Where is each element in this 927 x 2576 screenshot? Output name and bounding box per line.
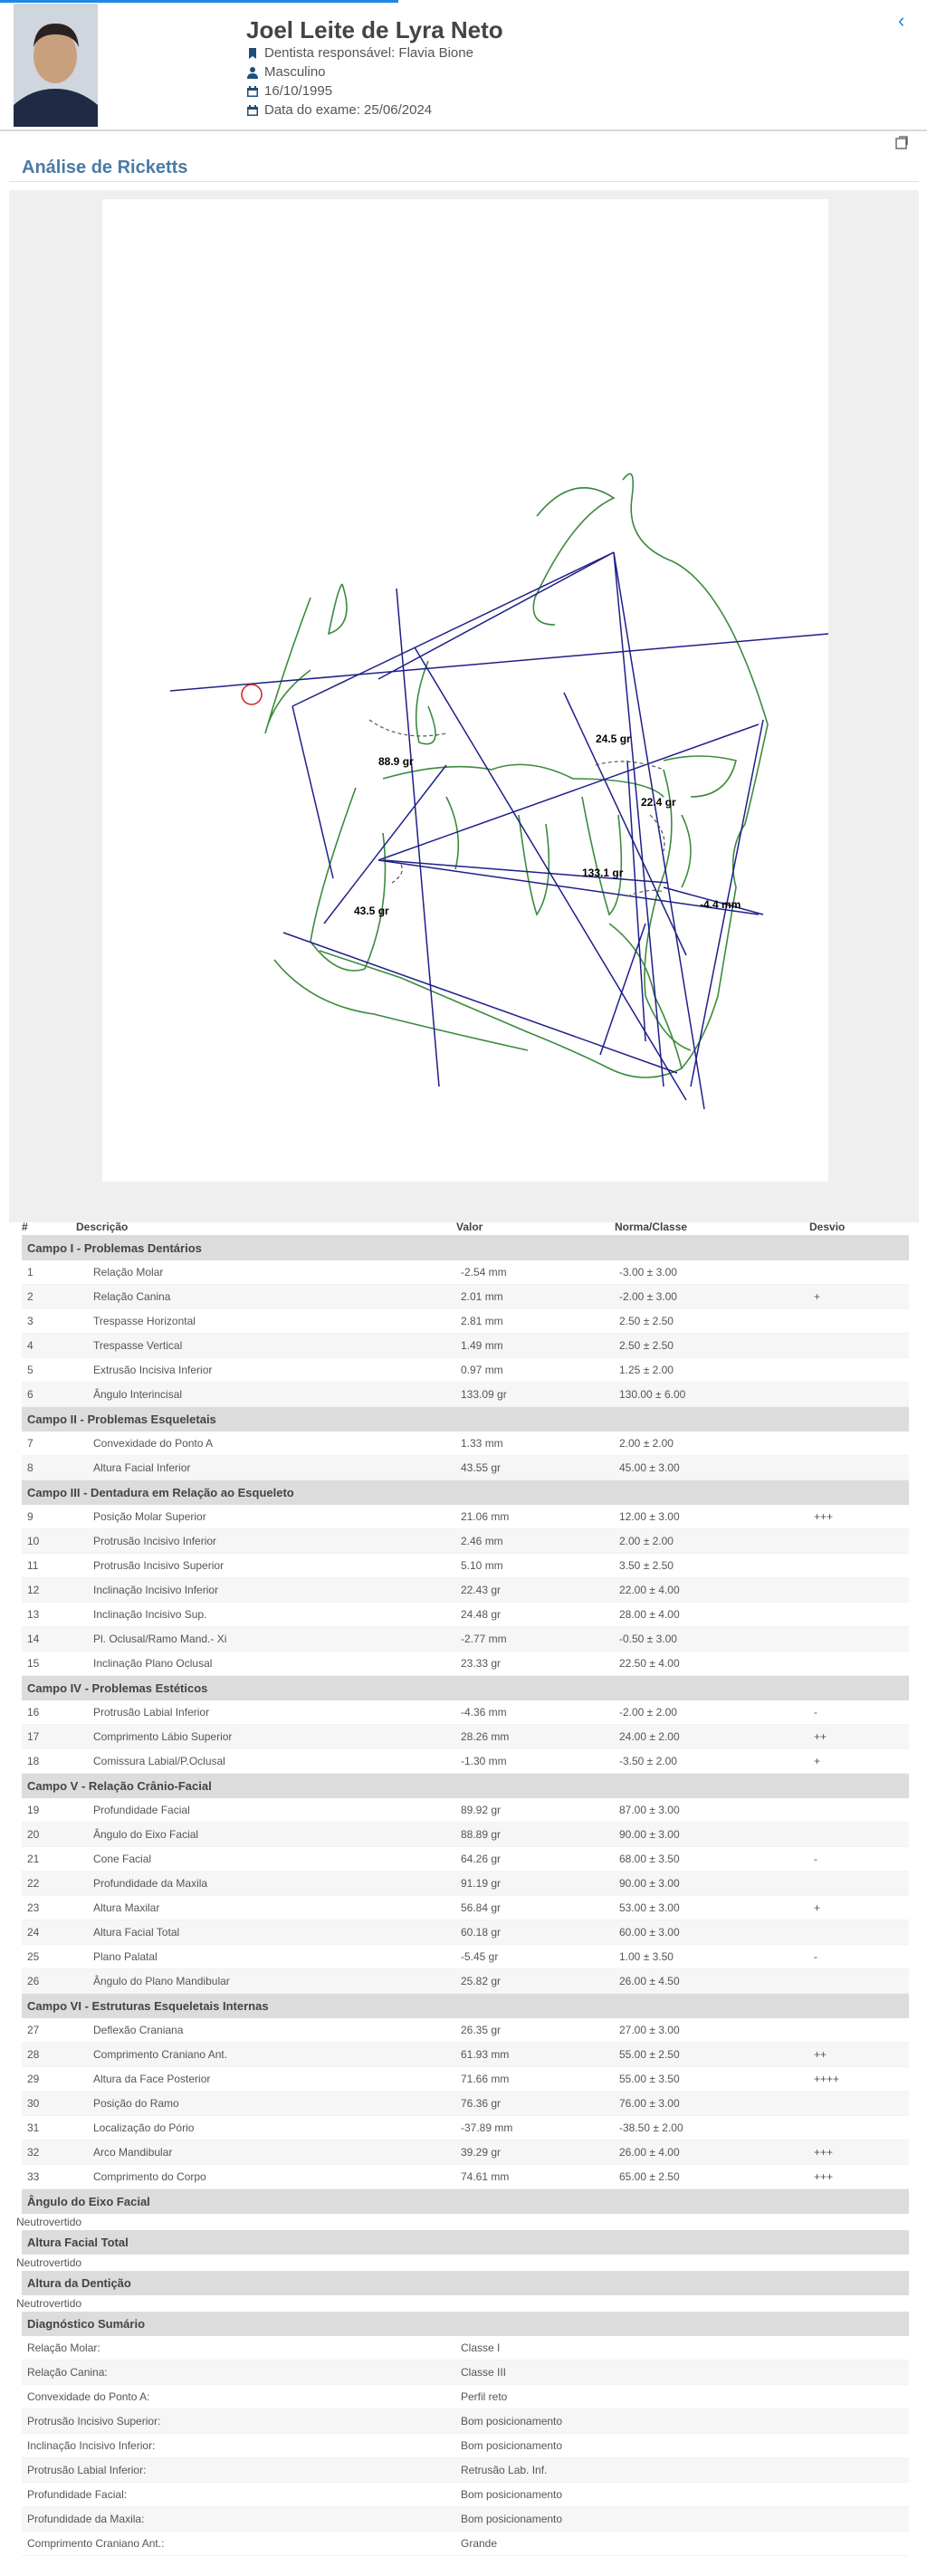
diagnosis-value: Bom posicionamento	[461, 2513, 563, 2525]
row-norm: 53.00 ± 3.00	[619, 1901, 680, 1914]
row-value: 64.26 gr	[461, 1853, 502, 1865]
row-norm: -2.00 ± 2.00	[619, 1706, 677, 1719]
row-norm: 22.00 ± 4.00	[619, 1584, 680, 1596]
row-description: Inclinação Plano Oclusal	[93, 1657, 213, 1670]
diagnosis-row	[22, 2409, 909, 2434]
row-value: 26.35 gr	[461, 2024, 502, 2036]
row-number: 29	[27, 2073, 40, 2085]
row-description: Protrusão Labial Inferior	[93, 1706, 210, 1719]
row-description: Extrusão Incisiva Inferior	[93, 1364, 213, 1376]
row-description: Relação Molar	[93, 1266, 164, 1278]
row-description: Posição do Ramo	[93, 2097, 179, 2110]
gender-text: Masculino	[264, 64, 326, 80]
row-number: 17	[27, 1730, 40, 1743]
row-norm: -2.00 ± 3.00	[619, 1290, 677, 1303]
print-icon[interactable]	[894, 136, 909, 150]
row-norm: 2.00 ± 2.00	[619, 1535, 674, 1547]
row-number: 14	[27, 1633, 40, 1645]
row-deviation: +++	[814, 1510, 834, 1523]
row-norm: 2.50 ± 2.50	[619, 1339, 674, 1352]
angle-label: 22.4 gr	[641, 796, 676, 809]
row-value: 39.29 gr	[461, 2146, 502, 2159]
table-row	[22, 2018, 909, 2043]
row-number: 5	[27, 1364, 33, 1376]
diagnosis-label: Profundidade Facial:	[27, 2488, 128, 2501]
table-row	[22, 1920, 909, 1945]
summary-value: Neutrovertido	[16, 2216, 82, 2228]
ricketts-table	[16, 1218, 909, 2556]
row-number: 8	[27, 1461, 33, 1474]
row-description: Inclinação Incisivo Sup.	[93, 1608, 207, 1621]
back-chevron-icon[interactable]: ‹	[898, 9, 905, 32]
table-row	[22, 1529, 909, 1554]
patient-header	[0, 0, 927, 131]
row-number: 22	[27, 1877, 40, 1890]
cephalometric-tracing	[102, 199, 828, 1182]
summary-header: Altura da Dentição	[22, 2271, 909, 2295]
dentist-text: Dentista responsável: Flavia Bione	[264, 45, 473, 61]
row-norm: 90.00 ± 3.00	[619, 1828, 680, 1841]
row-number: 26	[27, 1975, 40, 1987]
table-row	[22, 1652, 909, 1676]
row-norm: 1.25 ± 2.00	[619, 1364, 674, 1376]
group-header: Campo I - Problemas Dentários	[22, 1236, 909, 1260]
diagnosis-label: Protrusão Labial Inferior:	[27, 2464, 147, 2476]
row-deviation: +++	[814, 2146, 834, 2159]
row-deviation: -	[814, 1950, 817, 1963]
table-row	[22, 1603, 909, 1627]
row-number: 11	[27, 1559, 39, 1572]
section-title: Análise de Ricketts	[22, 158, 188, 177]
calendar-icon	[246, 85, 259, 98]
row-number: 30	[27, 2097, 40, 2110]
gender-line	[246, 64, 326, 80]
row-norm: -3.50 ± 2.00	[619, 1755, 677, 1767]
row-value: -2.54 mm	[461, 1266, 507, 1278]
diagnosis-row	[22, 2434, 909, 2458]
row-value: -4.36 mm	[461, 1706, 507, 1719]
row-number: 3	[27, 1315, 33, 1327]
patient-photo	[14, 4, 98, 127]
row-value: 61.93 mm	[461, 2048, 510, 2061]
diagnosis-value: Classe I	[461, 2341, 501, 2354]
group-header: Campo V - Relação Crânio-Facial	[22, 1774, 909, 1798]
header-num: #	[22, 1220, 28, 1233]
row-description: Ângulo Interincisal	[93, 1388, 183, 1401]
row-deviation: -	[814, 1706, 817, 1719]
row-description: Ângulo do Eixo Facial	[93, 1828, 199, 1841]
calendar-icon	[246, 104, 259, 117]
table-row	[22, 1260, 909, 1285]
table-row	[22, 1627, 909, 1652]
row-norm: -3.00 ± 3.00	[619, 1266, 677, 1278]
exam-date: Data do exame: 25/06/2024	[264, 102, 433, 118]
row-norm: 26.00 ± 4.50	[619, 1975, 680, 1987]
row-value: -37.89 mm	[461, 2121, 513, 2134]
table-row	[22, 1969, 909, 1994]
row-description: Comprimento Lábio Superior	[93, 1730, 233, 1743]
table-row	[22, 1798, 909, 1823]
diagnosis-row	[22, 2336, 909, 2361]
angle-label: 24.5 gr	[596, 733, 631, 745]
row-norm: 2.50 ± 2.50	[619, 1315, 674, 1327]
row-description: Inclinação Incisivo Inferior	[93, 1584, 219, 1596]
birth-date: 16/10/1995	[264, 83, 333, 99]
row-value: 2.46 mm	[461, 1535, 503, 1547]
summary-header: Altura Facial Total	[22, 2230, 909, 2255]
summary-section	[16, 2189, 909, 2312]
diagnosis-row	[22, 2361, 909, 2385]
header-deviation: Desvio	[809, 1220, 846, 1233]
row-description: Relação Canina	[93, 1290, 171, 1303]
tracing-svg	[102, 199, 828, 1182]
diagnosis-value: Bom posicionamento	[461, 2415, 563, 2428]
diagnosis-section	[22, 2312, 909, 2556]
angle-label: 133.1 gr	[582, 867, 624, 879]
row-value: 56.84 gr	[461, 1901, 502, 1914]
row-number: 20	[27, 1828, 40, 1841]
table-row	[22, 1945, 909, 1969]
row-number: 27	[27, 2024, 40, 2036]
person-icon	[246, 66, 259, 79]
row-description: Deflexão Craniana	[93, 2024, 184, 2036]
row-description: Posição Molar Superior	[93, 1510, 206, 1523]
row-norm: 27.00 ± 3.00	[619, 2024, 680, 2036]
table-row	[22, 1847, 909, 1872]
table-body	[22, 1236, 909, 2189]
row-deviation: +++	[814, 2170, 834, 2183]
row-deviation: +	[814, 1290, 821, 1303]
row-description: Localização do Pório	[93, 2121, 195, 2134]
table-row	[22, 1432, 909, 1456]
table-row	[22, 1285, 909, 1309]
row-value: 43.55 gr	[461, 1461, 502, 1474]
diagnosis-value: Grande	[461, 2537, 498, 2550]
table-row	[22, 1896, 909, 1920]
row-number: 4	[27, 1339, 33, 1352]
summary-value: Neutrovertido	[16, 2256, 82, 2269]
row-value: 23.33 gr	[461, 1657, 502, 1670]
row-description: Comissura Labial/P.Oclusal	[93, 1755, 225, 1767]
row-value: 5.10 mm	[461, 1559, 503, 1572]
table-row	[22, 1505, 909, 1529]
row-number: 19	[27, 1804, 40, 1816]
row-deviation: -	[814, 1853, 817, 1865]
header-norm: Norma/Classe	[615, 1220, 688, 1233]
row-number: 9	[27, 1510, 33, 1523]
row-value: 22.43 gr	[461, 1584, 502, 1596]
row-norm: 45.00 ± 3.00	[619, 1461, 680, 1474]
row-deviation: ++++	[814, 2073, 840, 2085]
row-description: Ângulo do Plano Mandibular	[93, 1975, 230, 1987]
divider	[9, 181, 919, 182]
row-number: 31	[27, 2121, 40, 2134]
table-row	[22, 2067, 909, 2092]
header-desc: Descrição	[76, 1220, 129, 1233]
table-row	[22, 1578, 909, 1603]
row-deviation: ++	[814, 1730, 827, 1743]
row-norm: 76.00 ± 3.00	[619, 2097, 680, 2110]
row-description: Cone Facial	[93, 1853, 152, 1865]
cephalometric-panel	[9, 190, 919, 1222]
row-norm: 1.00 ± 3.50	[619, 1950, 674, 1963]
row-norm: -0.50 ± 3.00	[619, 1633, 677, 1645]
diagnosis-row	[22, 2507, 909, 2532]
row-value: 21.06 mm	[461, 1510, 510, 1523]
row-norm: 12.00 ± 3.00	[619, 1510, 680, 1523]
row-description: Comprimento do Corpo	[93, 2170, 206, 2183]
row-description: Arco Mandibular	[93, 2146, 173, 2159]
row-value: 1.49 mm	[461, 1339, 503, 1352]
table-row	[22, 2043, 909, 2067]
table-header	[22, 1218, 909, 1236]
dentist-line	[246, 45, 473, 61]
row-value: 2.81 mm	[461, 1315, 503, 1327]
row-description: Altura da Face Posterior	[93, 2073, 211, 2085]
row-value: -1.30 mm	[461, 1755, 507, 1767]
row-description: Comprimento Craniano Ant.	[93, 2048, 228, 2061]
row-norm: 3.50 ± 2.50	[619, 1559, 674, 1572]
row-value: 91.19 gr	[461, 1877, 502, 1890]
diagnosis-label: Inclinação Incisivo Inferior:	[27, 2439, 156, 2452]
angle-label: 43.5 gr	[354, 905, 389, 917]
row-norm: 68.00 ± 3.50	[619, 1853, 680, 1865]
row-description: Profundidade Facial	[93, 1804, 190, 1816]
row-norm: 55.00 ± 3.50	[619, 2073, 680, 2085]
row-description: Convexidade do Ponto A	[93, 1437, 214, 1450]
diagnosis-label: Protrusão Incisivo Superior:	[27, 2415, 161, 2428]
header-value: Valor	[456, 1220, 483, 1233]
diagnosis-value: Perfil reto	[461, 2390, 508, 2403]
row-number: 13	[27, 1608, 40, 1621]
birth-line	[246, 83, 332, 99]
row-norm: 28.00 ± 4.00	[619, 1608, 680, 1621]
row-value: 2.01 mm	[461, 1290, 503, 1303]
row-description: Protrusão Incisivo Inferior	[93, 1535, 217, 1547]
row-norm: 55.00 ± 2.50	[619, 2048, 680, 2061]
row-value: 24.48 gr	[461, 1608, 502, 1621]
row-value: 1.33 mm	[461, 1437, 503, 1450]
diagnosis-label: Relação Canina:	[27, 2366, 108, 2379]
row-norm: -38.50 ± 2.00	[619, 2121, 683, 2134]
row-number: 33	[27, 2170, 40, 2183]
row-norm: 24.00 ± 2.00	[619, 1730, 680, 1743]
row-number: 12	[27, 1584, 40, 1596]
row-number: 7	[27, 1437, 33, 1450]
angle-label: 88.9 gr	[378, 755, 414, 768]
table-row	[22, 1872, 909, 1896]
row-description: Protrusão Incisivo Superior	[93, 1559, 225, 1572]
group-header: Campo IV - Problemas Estéticos	[22, 1676, 909, 1700]
row-deviation: ++	[814, 2048, 827, 2061]
row-number: 6	[27, 1388, 33, 1401]
diagnosis-label: Convexidade do Ponto A:	[27, 2390, 150, 2403]
row-number: 28	[27, 2048, 40, 2061]
diagnosis-row	[22, 2458, 909, 2483]
diagnosis-value: Classe III	[461, 2366, 507, 2379]
row-deviation: +	[814, 1901, 821, 1914]
row-deviation: +	[814, 1755, 821, 1767]
row-norm: 90.00 ± 3.00	[619, 1877, 680, 1890]
table-row	[22, 2165, 909, 2189]
group-header: Campo III - Dentadura em Relação ao Esqueleto	[22, 1480, 909, 1505]
table-row	[22, 2116, 909, 2140]
row-norm: 60.00 ± 3.00	[619, 1926, 680, 1939]
row-value: 71.66 mm	[461, 2073, 510, 2085]
row-number: 15	[27, 1657, 40, 1670]
diagnosis-value: Bom posicionamento	[461, 2488, 563, 2501]
row-number: 25	[27, 1950, 40, 1963]
table-row	[22, 1334, 909, 1358]
row-norm: 130.00 ± 6.00	[619, 1388, 686, 1401]
row-norm: 22.50 ± 4.00	[619, 1657, 680, 1670]
diagnosis-label: Comprimento Craniano Ant.:	[27, 2537, 165, 2550]
diagnosis-row	[22, 2483, 909, 2507]
row-value: 88.89 gr	[461, 1828, 502, 1841]
row-value: 60.18 gr	[461, 1926, 502, 1939]
row-description: Altura Facial Total	[93, 1926, 180, 1939]
row-number: 16	[27, 1706, 40, 1719]
row-value: 28.26 mm	[461, 1730, 510, 1743]
row-description: Pl. Oclusal/Ramo Mand.- Xi	[93, 1633, 227, 1645]
group-header: Campo VI - Estruturas Esqueletais Internas	[22, 1994, 909, 2018]
summary-value: Neutrovertido	[16, 2297, 82, 2310]
row-description: Trespasse Vertical	[93, 1339, 183, 1352]
row-number: 21	[27, 1853, 40, 1865]
row-value: -2.77 mm	[461, 1633, 507, 1645]
diagnosis-label: Profundidade da Maxila:	[27, 2513, 145, 2525]
row-description: Altura Facial Inferior	[93, 1461, 191, 1474]
row-value: 133.09 gr	[461, 1388, 507, 1401]
patient-name: Joel Leite de Lyra Neto	[246, 16, 503, 43]
diagnosis-label: Relação Molar:	[27, 2341, 100, 2354]
table-row	[22, 1700, 909, 1725]
row-number: 10	[27, 1535, 40, 1547]
row-value: 76.36 gr	[461, 2097, 502, 2110]
angle-label: -4.4 mm	[700, 898, 741, 911]
summary-header: Ângulo do Eixo Facial	[22, 2189, 909, 2214]
row-norm: 65.00 ± 2.50	[619, 2170, 680, 2183]
table-row	[22, 1823, 909, 1847]
row-value: 25.82 gr	[461, 1975, 502, 1987]
row-value: -5.45 gr	[461, 1950, 499, 1963]
row-norm: 2.00 ± 2.00	[619, 1437, 674, 1450]
row-description: Trespasse Horizontal	[93, 1315, 196, 1327]
row-description: Plano Palatal	[93, 1950, 158, 1963]
row-description: Profundidade da Maxila	[93, 1877, 208, 1890]
diagnosis-row	[22, 2532, 909, 2556]
table-row	[22, 1749, 909, 1774]
row-norm: 87.00 ± 3.00	[619, 1804, 680, 1816]
diagnosis-header: Diagnóstico Sumário	[22, 2312, 909, 2336]
row-number: 2	[27, 1290, 33, 1303]
row-description: Altura Maxilar	[93, 1901, 160, 1914]
table-row	[22, 1725, 909, 1749]
bookmark-icon	[246, 47, 259, 60]
table-row	[22, 1383, 909, 1407]
row-number: 24	[27, 1926, 40, 1939]
exam-line	[246, 102, 432, 118]
row-value: 74.61 mm	[461, 2170, 510, 2183]
table-row	[22, 1554, 909, 1578]
table-row	[22, 2140, 909, 2165]
row-number: 18	[27, 1755, 40, 1767]
table-row	[22, 1358, 909, 1383]
row-number: 1	[27, 1266, 33, 1278]
diagnosis-value: Retrusão Lab. Inf.	[461, 2464, 548, 2476]
table-row	[22, 1456, 909, 1480]
row-value: 89.92 gr	[461, 1804, 502, 1816]
group-header: Campo II - Problemas Esqueletais	[22, 1407, 909, 1432]
row-value: 0.97 mm	[461, 1364, 503, 1376]
row-norm: 26.00 ± 4.00	[619, 2146, 680, 2159]
table-row	[22, 2092, 909, 2116]
row-number: 32	[27, 2146, 40, 2159]
diagnosis-value: Bom posicionamento	[461, 2439, 563, 2452]
row-number: 23	[27, 1901, 40, 1914]
diagnosis-row	[22, 2385, 909, 2409]
table-row	[22, 1309, 909, 1334]
